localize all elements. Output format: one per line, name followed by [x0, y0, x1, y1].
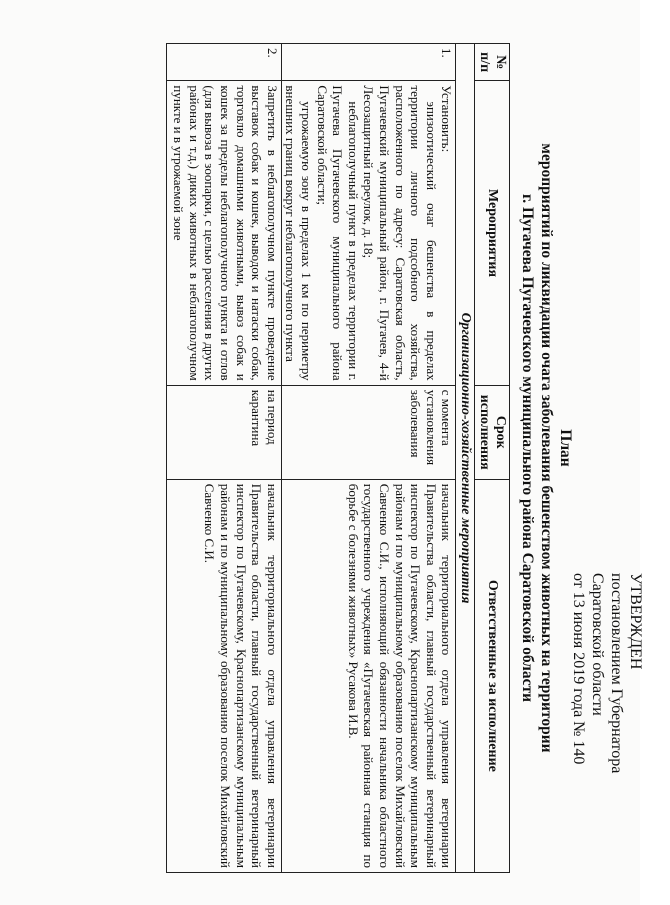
- table-header-row: [475, 44, 510, 873]
- approval-line-1: УТВЕРЖДЕН: [627, 573, 644, 670]
- row-term: с момента установления заболевания: [281, 385, 456, 479]
- measure-paragraph: неблагополучный пункт в пределах территории г. Пугачева Пугачевского муниципального района Саратовской области;: [314, 85, 361, 381]
- row-responsible: начальник территориального отдела управления ветеринарии Правительства области, главный государственный ветеринарный инспектор по Пугачевскому, Краснопартизанскому муниципальным районам и по муниципальному образованию поселок Михайловский Савченко С.И.: [166, 479, 281, 872]
- row-measure: Запретить в неблагополучном пункте проведение выставок собак и кошек, выводок и натаски собак, торговлю домашними животными, вывоз собак и кошек за пределы неблагополучного пункта и отлов (для вывоза в зоопарки, с целью расселения в других районах и т.д.) диких животных в неблагополучном пункте и в угрожаемой зоне: [166, 81, 281, 385]
- header-num: № п/п: [475, 44, 510, 81]
- rotated-document-content: [95, 18, 670, 878]
- approval-line-3: Саратовской области: [589, 573, 606, 716]
- approval-line-4: от 13 июня 2019 года № 140: [570, 573, 587, 765]
- approval-line-2: постановлением Губернатора: [608, 573, 625, 774]
- section-title: Организационно-хозяйственные мероприятия: [456, 44, 475, 873]
- title-line-2: мероприятий по ликвидации очага заболевания бешенством животных на территории: [538, 143, 555, 753]
- table-row: [166, 44, 281, 873]
- row-num: 2.: [166, 44, 281, 81]
- measure-intro: Установить:: [439, 85, 455, 153]
- row-measure: [281, 81, 456, 385]
- header-measures: Мероприятия: [475, 81, 510, 385]
- title-line-3: г. Пугачева Пугачевского муниципального района Саратовской области: [519, 193, 536, 703]
- header-term: Срок исполнения: [475, 385, 510, 479]
- header-responsible: Ответственные за исполнение: [475, 479, 510, 872]
- measure-paragraph: эпизоотический очаг бешенства в пределах территории личного подсобного хозяйства, расположенного по адресу: Саратовская область, Пугачевский муниципальный район, г. Пугачев, 4-й Лесозащитный переулок, д. 18;: [361, 85, 439, 381]
- table-row: [281, 44, 456, 873]
- row-num: 1.: [281, 44, 456, 81]
- row-term: на период карантина: [166, 385, 281, 479]
- row-responsible: начальник территориального отдела управления ветеринарии Правительства области, главный государственный ветеринарный инспектор по Пугачевскому, Краснопартизанскому муниципальным районам и по муниципальному образованию поселок Михайловский Савченко С.И., исполняющий обязанности начальника областного государственного учреждения «Пугачевская районная станция по борьбе с болезнями животных» Русакова И.В.: [281, 479, 456, 872]
- approval-stamp: [569, 573, 645, 873]
- measure-paragraph: угрожаемую зону в пределах 1 км по периметру внешних границ вокруг неблагополучного пункта: [283, 85, 315, 381]
- measures-table: [166, 43, 510, 873]
- section-row: [456, 44, 475, 873]
- title-line-1: План: [557, 429, 574, 467]
- document-title: [518, 18, 575, 878]
